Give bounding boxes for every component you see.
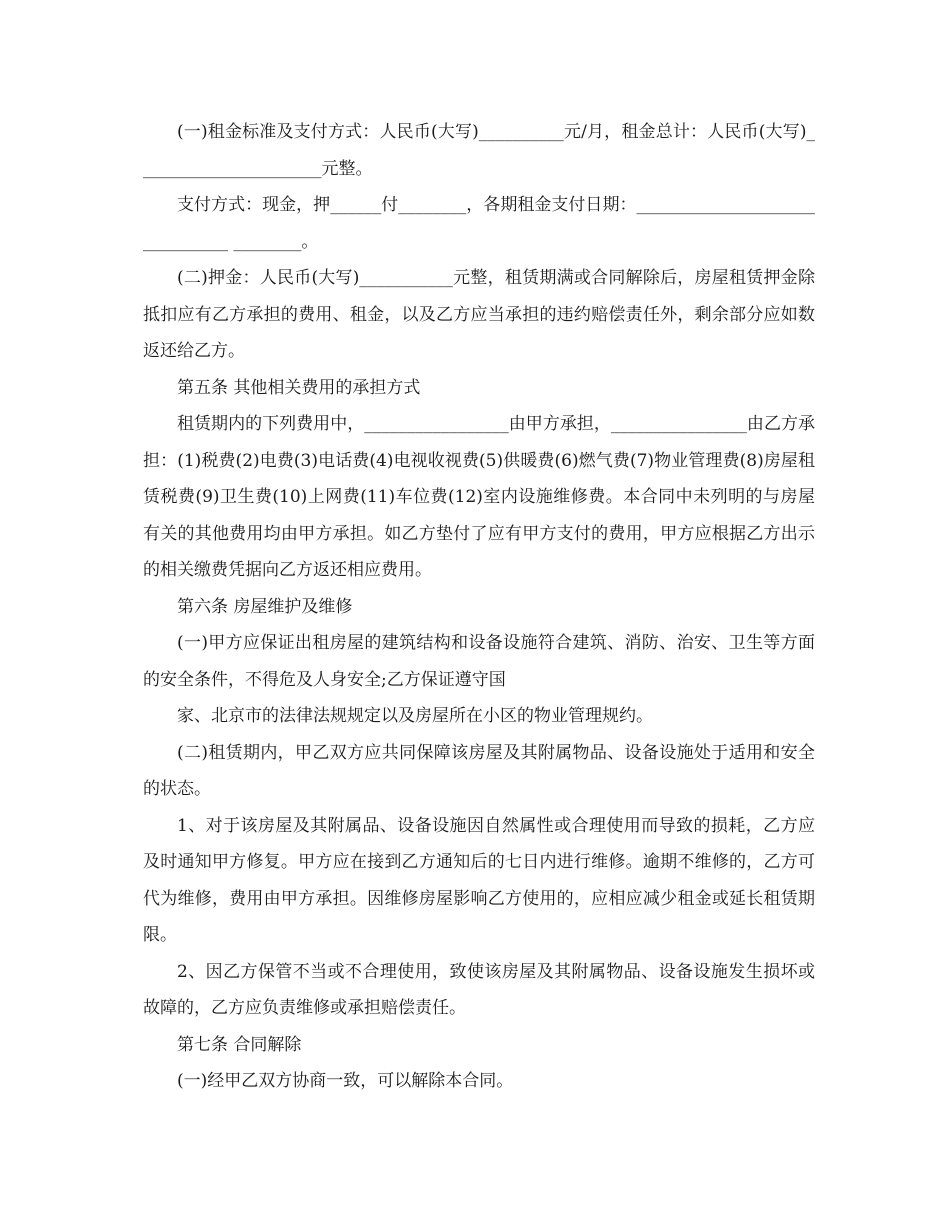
laws-paragraph: 家、北京市的法律法规规定以及房屋所在小区的物业管理规约。	[177, 706, 653, 726]
document-body	[143, 114, 821, 1100]
article-5-heading: 第五条 其他相关费用的承担方式	[177, 377, 421, 398]
termination-paragraph: (一)经甲乙双方协商一致，可以解除本合同。	[177, 1071, 514, 1091]
article-7-heading: 第七条 合同解除	[177, 1034, 302, 1055]
fees-paragraph: 租赁期内的下列费用中，_________________由甲方承担，________________由乙方承担：(1)税费(2)电费(3)电话费(4)电视收视费(5)供暖费(6)燃气费(7)物业管理费(8)房屋租赁税费(9)卫生费(10)上网费(11)车位费(12)室内设施维修费。本合同中未列明的与房屋有关的其他费用均由甲方承担。如乙方垫付了应有甲方支付的费用，甲方应根据乙方出示的相关缴费凭据向乙方返还相应费用。	[143, 414, 815, 580]
payment-method-paragraph: 支付方式：现金，押______付________，各期租金支付日期：_____________________ __________ ________。	[143, 195, 821, 252]
deposit-paragraph: (二)押金：人民币(大写)___________元整，租赁期满或合同解除后，房屋租赁押金除抵扣应有乙方承担的费用、租金，以及乙方应当承担的违约赔偿责任外，剩余部分应如数返还给乙方。	[143, 268, 815, 361]
repair-clause-1: 1、对于该房屋及其附属品、设备设施因自然属性或合理使用而导致的损耗，乙方应及时通知甲方修复。甲方应在接到乙方通知后的七日内进行维修。逾期不维修的，乙方可代为维修，费用由甲方承担。因维修房屋影响乙方使用的，应相应减少租金或延长租赁期限。	[143, 815, 815, 945]
repair-clause-2: 2、因乙方保管不当或不合理使用，致使该房屋及其附属物品、设备设施发生损坏或故障的，乙方应负责维修或承担赔偿责任。	[143, 961, 815, 1018]
safety-paragraph: (一)甲方应保证出租房屋的建筑结构和设备设施符合建筑、消防、治安、卫生等方面的安全条件，不得危及人身安全;乙方保证遵守国	[143, 633, 815, 690]
maintenance-paragraph: (二)租赁期内，甲乙双方应共同保障该房屋及其附属物品、设备设施处于适用和安全的状态。	[143, 742, 815, 799]
article-6-heading: 第六条 房屋维护及维修	[177, 596, 353, 617]
rent-standard-paragraph: (一)租金标准及支付方式：人民币(大写)__________元/月，租金总计：人民币(大写)______________________元整。	[143, 122, 815, 179]
